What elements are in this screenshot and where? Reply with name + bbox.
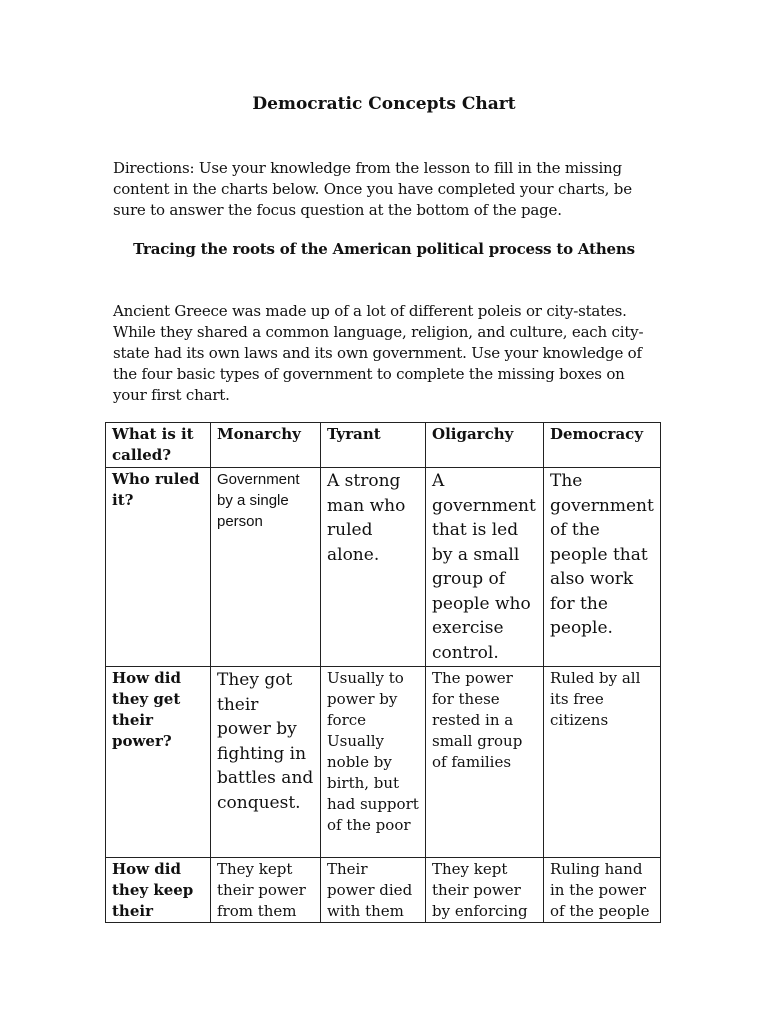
cell-monarchy-how-keep-power-text: They kept their power from them <box>217 860 306 920</box>
header-cell-monarchy: Monarchy <box>211 423 321 468</box>
cell-democracy-how-get-power: Ruled by all its free citizens <box>544 667 661 858</box>
row-label-how-keep-power <box>106 858 211 923</box>
section-subtitle: Tracing the roots of the American political process to Athens <box>133 240 635 258</box>
government-types-table <box>105 422 661 923</box>
cell-democracy-who-ruled: The government of the people that also work for the people. <box>544 468 661 667</box>
header-cell-democracy: Democracy <box>544 423 661 468</box>
cell-monarchy-how-keep-power <box>211 858 321 923</box>
row-label-who-ruled: Who ruled it? <box>106 468 211 667</box>
header-cell-oligarchy: Oligarchy <box>426 423 544 468</box>
cell-monarchy-who-ruled: Government by a single person <box>211 468 321 667</box>
table-header-row <box>106 423 661 468</box>
directions-paragraph: Directions: Use your knowledge from the lesson to fill in the missing content in the charts below. Once you have completed your charts, be sure to answer the focus question at the bottom of the page. <box>113 159 632 219</box>
cell-oligarchy-how-keep-power-text: They kept their power by enforcing <box>432 860 528 920</box>
table-row <box>106 858 661 923</box>
cell-monarchy-how-get-power: They got their power by fighting in battles and conquest. <box>211 667 321 858</box>
cell-tyrant-who-ruled: A strong man who ruled alone. <box>321 468 426 667</box>
cell-tyrant-how-get-power: Usually to power by force Usually noble by birth, but had support of the poor <box>321 667 426 858</box>
page-title: Democratic Concepts Chart <box>252 94 516 114</box>
row-label-how-get-power: How did they get their power? <box>106 667 211 858</box>
cell-oligarchy-who-ruled: A government that is led by a small group of people who exercise control. <box>426 468 544 667</box>
cell-tyrant-how-keep-power-text: Their power died with them <box>327 860 413 920</box>
header-cell-label: What is it called? <box>106 423 211 468</box>
table-row <box>106 667 661 858</box>
cell-tyrant-how-keep-power <box>321 858 426 923</box>
cell-democracy-how-keep-power <box>544 858 661 923</box>
cell-democracy-how-keep-power-text: Ruling hand in the power of the people <box>550 860 650 920</box>
cell-oligarchy-how-keep-power <box>426 858 544 923</box>
header-cell-tyrant: Tyrant <box>321 423 426 468</box>
intro-paragraph: Ancient Greece was made up of a lot of different poleis or city-states. While they shared a common language, religion, and culture, each city-state had its own laws and its own government. Use your knowledge of the four basic types of government to complete the missing boxes on your first chart. <box>113 302 644 404</box>
table-row <box>106 468 661 667</box>
row-label-how-keep-power-text: How did they keep their <box>112 860 194 920</box>
cell-oligarchy-how-get-power: The power for these rested in a small group of families <box>426 667 544 858</box>
